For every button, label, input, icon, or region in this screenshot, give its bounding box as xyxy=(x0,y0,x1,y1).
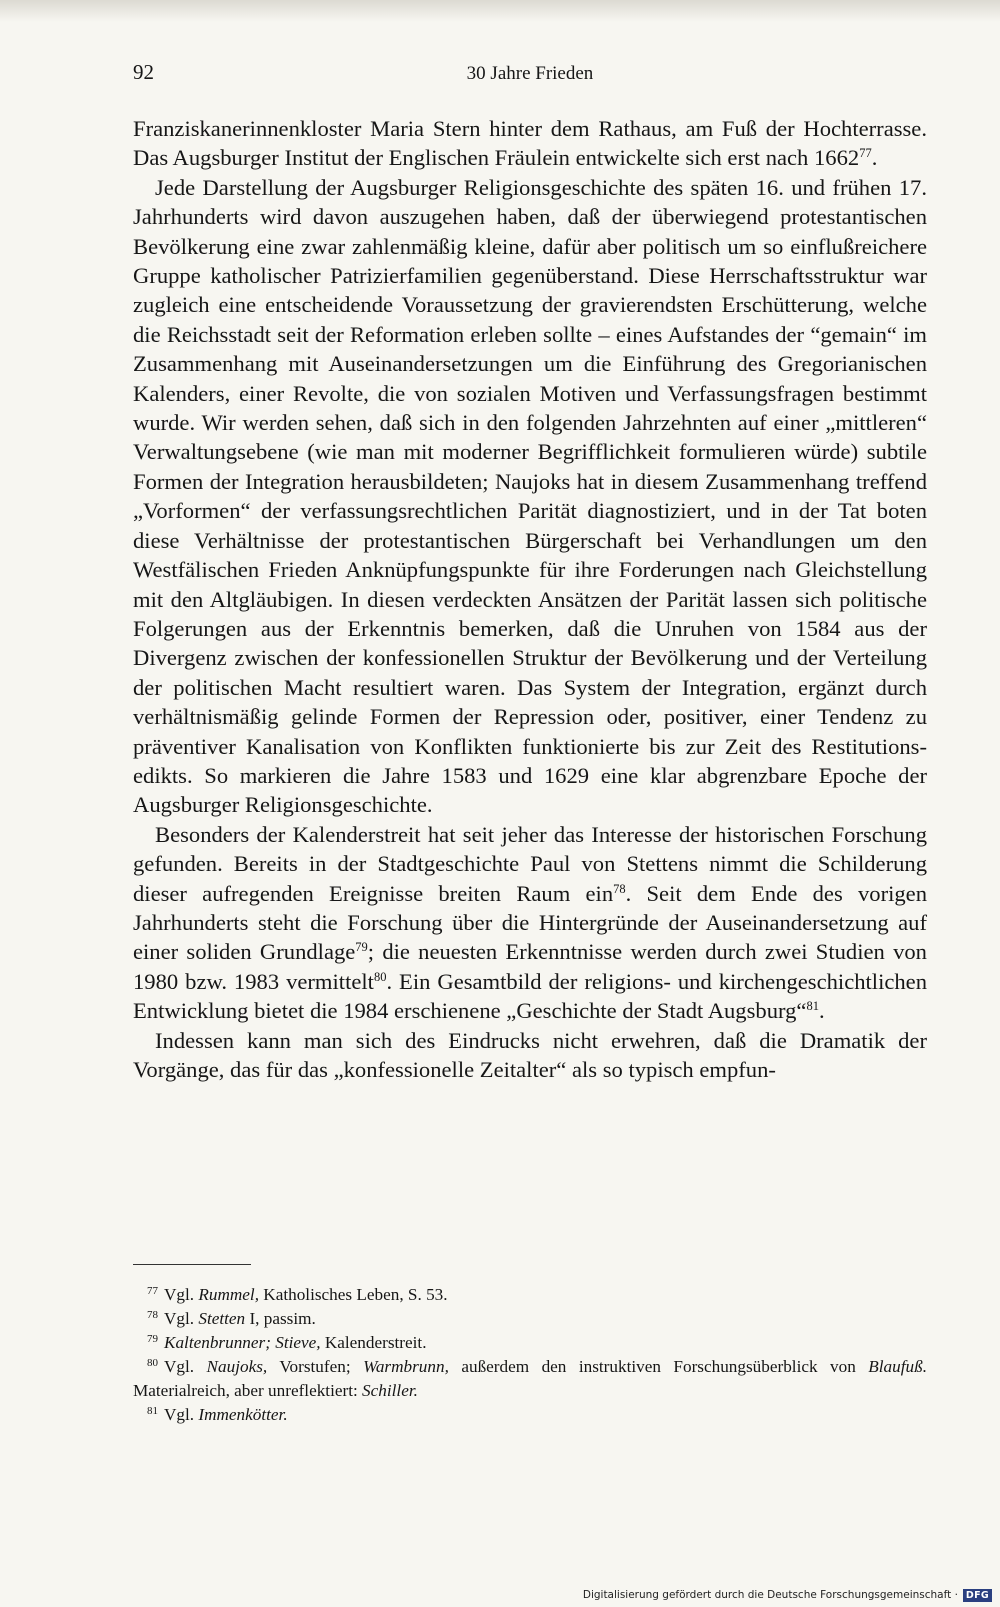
footnote-citation: Blaufuß. xyxy=(868,1357,928,1376)
footnote-ref-81: 81 xyxy=(806,999,819,1014)
paragraph-3: Besonders der Kalenderstreit hat seit jeher das Interesse der historischen Forschung gefunden. Bereits in der Stadtgeschichte Paul von Stettens nimmt die Schilderung dieser aufregenden Ereignisse breiten Raum ein$^{78}$. Seit dem Ende des vorigen Jahrhunderts steht die Forschung über die Hintergründe der Auseinandersetzung auf einer soliden Grundlage$^{79}$; die neuesten Erkenntnisse werden durch zwei Studien von 1980 bzw. 1983 vermittelt$^{80}$. Ein Gesamtbild der religions- und kirchengeschichtlichen Entwicklung bietet die 1984 erschienene „Geschichte der Stadt Augsburg“$^{81}$. xyxy=(133,821,928,1024)
footnote-ref-80: 80 xyxy=(373,969,387,984)
footnote-text: Vgl. xyxy=(164,1405,199,1424)
footnote-citation: Kaltenbrunner; Stieve, xyxy=(164,1333,321,1352)
footnote-text: Katholisches Leben, S. 53. xyxy=(259,1285,448,1304)
footnote-text: Kalenderstreit. xyxy=(320,1333,427,1352)
footnote-ref-78: 78 xyxy=(613,881,626,896)
footnote-citation: Rummel, xyxy=(198,1285,259,1304)
footnote-number: 77 xyxy=(147,1285,158,1297)
footnote-81 xyxy=(133,1403,927,1427)
footnote-separator xyxy=(133,1264,251,1265)
footnote-text: außerdem den instruktiven Forschungsüberblick von xyxy=(448,1357,869,1376)
running-head: 30 Jahre Frieden xyxy=(466,63,594,84)
footnotes xyxy=(133,1283,927,1427)
footnote-text: Vgl. xyxy=(164,1285,199,1304)
footnote-text: Vgl. xyxy=(164,1357,207,1376)
footnote-number: 79 xyxy=(147,1333,158,1345)
paragraph-4: Indessen kann man sich des Eindrucks nicht erwehren, daß die Dramatik der Vorgänge, das für das „konfessionelle Zeitalter“ als so typisch empfun- xyxy=(133,1027,927,1082)
page-number: 92 xyxy=(133,60,154,84)
digitization-credit xyxy=(583,1586,992,1604)
footnote-citation: Warmbrunn, xyxy=(363,1357,449,1376)
footnote-citation: Immenkötter. xyxy=(198,1405,288,1424)
footnote-80 xyxy=(133,1355,927,1403)
dfg-logo: DFG xyxy=(963,1589,992,1602)
footnote-number: 81 xyxy=(147,1405,158,1417)
footnote-text: Vorstufen; xyxy=(267,1357,364,1376)
footnote-text: I, passim. xyxy=(245,1309,316,1328)
footnote-ref-79: 79 xyxy=(355,940,368,955)
footnote-78 xyxy=(133,1307,927,1331)
footnote-citation: Schiller. xyxy=(362,1381,418,1400)
paragraph-1: Franziskanerinnenkloster Maria Stern hinter dem Rathaus, am Fuß der Hochterrasse. Das Augsburger Institut der Englischen Fräulein entwickelte sich erst nach 1662$^{77}$. xyxy=(133,116,927,171)
footnote-79 xyxy=(133,1331,927,1355)
footnote-citation: Stetten xyxy=(198,1309,246,1328)
credit-text: Digitalisierung gefördert durch die Deutsche Forschungsgemeinschaft · xyxy=(582,1589,958,1601)
footnote-number: 78 xyxy=(147,1309,158,1321)
footnote-ref-77: 77 xyxy=(859,146,872,161)
scan-edge-shadow xyxy=(0,0,1000,22)
footnote-citation: Naujoks, xyxy=(206,1357,268,1376)
footnote-77 xyxy=(133,1283,927,1307)
footnote-number: 80 xyxy=(147,1357,158,1369)
page-header xyxy=(133,60,927,92)
footnote-text: Vgl. xyxy=(164,1309,199,1328)
paragraph-2: Jede Darstellung der Augsburger Religionsgeschichte des späten 16. und frühen 17. Jahrhunderts wird davon auszugehen haben, daß der überwiegend protestantischen Bevölkerung eine zwar zahlenmäßig kleine, dafür aber politisch um so einflußreichere Gruppe katholischer Patrizierfamilien gegenüberstand. Diese Herrschaftsstruktur war zugleich eine entscheidende Voraussetzung der gravierendsten Erschütterung, welche die Reichsstadt seit der Reformation erleben sollte – eines Aufstandes der “gemain“ im Zusammenhang mit Auseinandersetzungen um die Einführung des Gregorianischen Kalenders, einer Revolte, die von sozialen Motiven und Verfassungsfragen bestimmt wurde. Wir werden sehen, daß sich in den folgenden Jahrzehnten auf einer „mittleren“ Verwaltungsebene (wie man mit moderner Begrifflichkeit formulieren würde) subtile Formen der Integration herausbildeten; Naujoks hat in diesem Zusammenhang treffend „Vorformen“ der verfassungsrechtlichen Parität diagnostiziert, und in der Tat boten diese Verhältnisse der protestantischen Bürgerschaft bei Verhandlungen um den Westfälischen Frieden Anknüpfungspunkte für ihre Forderungen nach Gleichstellung mit den Altgläubigen. In diesen verdeckten Ansätzen der Parität lassen sich politische Folgerungen aus der Erkenntnis bemerken, daß die Unruhen von 1584 aus der Divergenz zwischen der konfessionellen Struktur der Bevölkerung und der Verteilung der politischen Macht resultiert waren. Das System der Integration, ergänzt durch verhältnismäßig gelinde Formen der Repression oder, positiver, einer Tendenz zu präventiver Kanalisation von Konflikten funktionierte bis zur Zeit des Restitutionsedikts. So markieren die Jahre 1583 und 1629 eine klar abgrenzbare Epoche der Augsburger Religionsgeschichte. xyxy=(133,174,927,818)
body-text xyxy=(133,114,927,1084)
footnote-text: Materialreich, aber unreflektiert: xyxy=(133,1381,363,1400)
